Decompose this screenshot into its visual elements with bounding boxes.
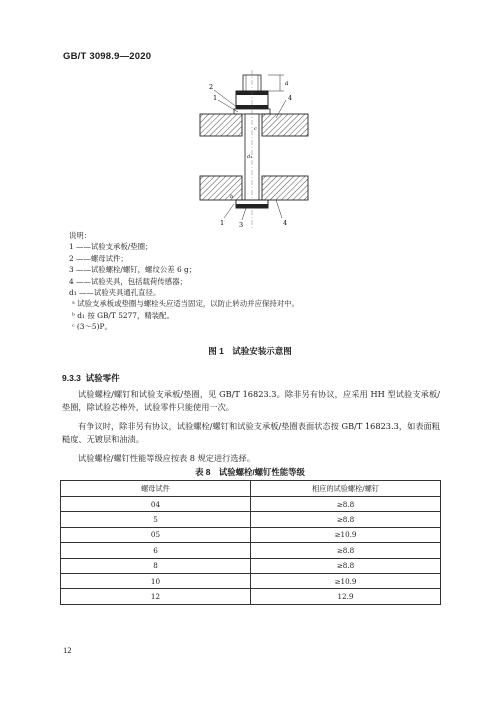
table-row	[61, 543, 441, 558]
table-cell: 6	[61, 543, 251, 558]
table-cell: ≥10.9	[251, 527, 441, 542]
table-header-row	[61, 481, 441, 497]
table-cell: ≥10.9	[251, 573, 441, 588]
standard-header: GB/T 3098.9—2020	[63, 51, 152, 62]
dim-d1-label: d₁	[247, 154, 253, 160]
table-row	[61, 589, 441, 604]
callout-1-bottom: 1	[220, 219, 225, 227]
section-number: 9.3.3	[62, 373, 81, 383]
section-title: 试验零件	[85, 373, 120, 383]
table-cell: 5	[61, 512, 251, 527]
table-cell: ≥8.8	[251, 512, 441, 527]
table-row	[61, 573, 441, 588]
column-header-nut: 螺母试件	[61, 481, 251, 497]
table-cell: 05	[61, 527, 251, 542]
callout-1-top: 1	[213, 94, 218, 102]
figure-legend	[69, 230, 299, 333]
table-cell: ≥8.8	[251, 497, 441, 512]
legend-note: ᵇ d₁ 按 GB/T 5277，精装配。	[72, 310, 174, 320]
legend-item: 2 ——螺母试件；	[69, 253, 128, 263]
table-cell: 8	[61, 558, 251, 573]
dim-a-label: a	[285, 80, 289, 87]
table-cell: ≥8.8	[251, 543, 441, 558]
dim-c-label: c	[254, 126, 257, 132]
paragraph: 试验螺栓/螺钉性能等级应按表 8 规定进行选择。	[78, 453, 255, 463]
table-cell: 04	[61, 497, 251, 512]
table-row	[61, 558, 441, 573]
callout-4-top: 4	[288, 94, 293, 102]
dim-b-label: b	[230, 194, 234, 200]
legend-title: 说明：	[69, 231, 92, 240]
legend-item: d₁ ——试验夹具通孔直径。	[69, 288, 161, 298]
figure-caption: 图 1 试验安装示意图	[208, 346, 292, 356]
table-cell: 12.9	[251, 589, 441, 604]
callout-3: 3	[239, 221, 244, 229]
table-caption: 表 8 试验螺栓/螺钉性能等级	[195, 467, 305, 477]
table-cell: ≥8.8	[251, 558, 441, 573]
table-cell: 10	[61, 573, 251, 588]
page-number: 12	[63, 645, 72, 655]
legend-note: ᶜ (3～5)P。	[72, 322, 112, 332]
test-setup-diagram	[196, 70, 312, 230]
property-class-table	[60, 480, 441, 605]
table-row	[61, 527, 441, 542]
section-heading	[62, 372, 120, 384]
table-row	[61, 497, 441, 512]
column-header-bolt: 相应的试验螺栓/螺钉	[251, 481, 441, 497]
test-setup-figure	[196, 70, 312, 230]
legend-item: 1 ——试验支承板/垫圈；	[69, 242, 153, 252]
table-row	[61, 512, 441, 527]
legend-item: 3 ——试验螺栓/螺钉，螺纹公差 6 g；	[69, 265, 197, 275]
table-cell: 12	[61, 589, 251, 604]
callout-2: 2	[209, 83, 214, 91]
callout-4-bottom: 4	[283, 219, 288, 227]
paragraph: 有争议时，除非另有协议，试验螺栓/螺钉和试验支承板/垫圈表面状态按 GB/T 16823.3，如表面粗糙度、无镀层和油渍。	[62, 421, 440, 445]
paragraph: 试验螺栓/螺钉和试验支承板/垫圈，见 GB/T 16823.3。除非另有协议，应采用 HH 型试验支承板/垫圈，除试验芯棒外，试验零件只能使用一次。	[62, 389, 440, 413]
legend-note: ᵃ 试验支承板或垫圈与螺栓头应适当固定，以防止转动并应保持对中。	[72, 299, 299, 309]
legend-item: 4 ——试验夹具，包括载荷传感器；	[69, 276, 187, 286]
